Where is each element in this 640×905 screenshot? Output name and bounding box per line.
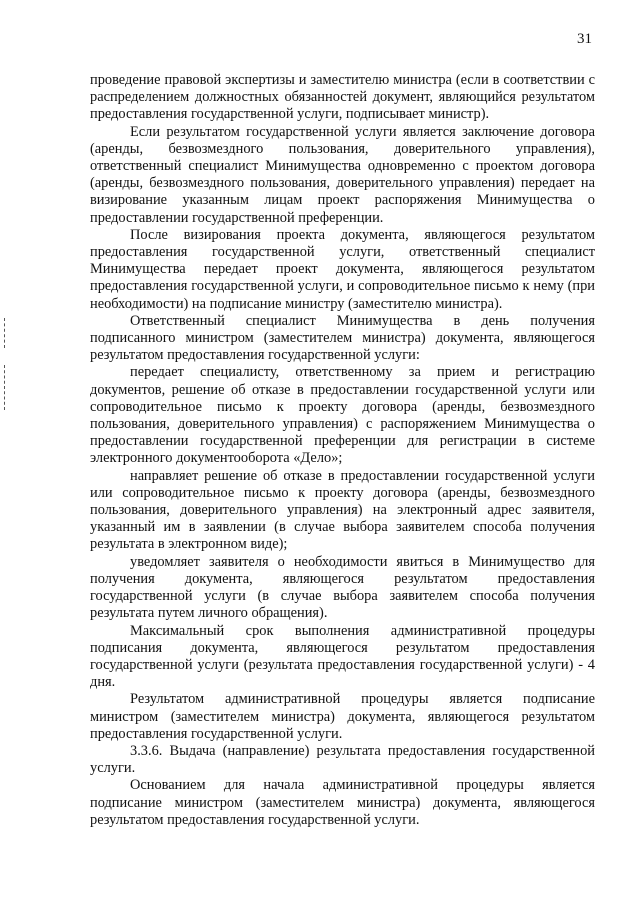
page-number: 31 <box>577 31 592 47</box>
paragraph: Если результатом государственной услуги является заключение договора (аренды, безвозмездного пользования, доверительного управления), ответственный специалист Минимущества одновременно с проектом договора (аренды, безвозмездного пользования, доверительного управления) передает на визирование указанным лицам проект распоряжения Минимущества о предоставлении государственной преференции. <box>90 123 595 226</box>
document-body <box>90 72 595 829</box>
paragraph: Результатом административной процедуры является подписание министром (заместителем министра) документа, являющегося результатом предоставления государственной услуги. <box>90 691 595 742</box>
paragraph: После визирования проекта документа, являющегося результатом предоставления государственной услуги, ответственный специалист Минимущества передает проект документа, являющегося результатом предоставления государственной услуги, и сопроводительное письмо к нему (при необходимости) на подписание министру (заместителю министра). <box>90 226 595 312</box>
section-heading: 3.3.6. Выдача (направление) результата предоставления государственной услуги. <box>90 742 595 777</box>
paragraph: Максимальный срок выполнения административной процедуры подписания документа, являющегося результатом предоставления государственной услуги (результата предоставления государственной услуги) - 4 дня. <box>90 622 595 691</box>
paragraph: уведомляет заявителя о необходимости явиться в Минимущество для получения документа, являющегося результатом предоставления государственной услуги (в случае выбора заявителем способа получения результата путем личного обращения). <box>90 553 595 622</box>
margin-marker <box>4 318 5 348</box>
paragraph: направляет решение об отказе в предоставлении государственной услуги или сопроводительное письмо к проекту договора (аренды, безвозмездного пользования, доверительного управления) на электронный адрес заявителя, указанный им в заявлении (в случае выбора заявителем способа получения результата в электронном виде); <box>90 467 595 553</box>
paragraph: Ответственный специалист Минимущества в день получения подписанного министром (заместителем министра) документа, являющегося результатом предоставления государственной услуги: <box>90 312 595 364</box>
paragraph: передает специалисту, ответственному за прием и регистрацию документов, решение об отказе в предоставлении государственной услуги или сопроводительное письмо к проекту договора (аренды, безвозмездного пользования, доверительного управления) с распоряжением Минимущества о предоставлении государственной преференции для регистрации в системе электронного документооборота «Дело»; <box>90 364 595 467</box>
margin-marker <box>4 365 5 410</box>
paragraph: проведение правовой экспертизы и заместителю министра (если в соответствии с распределением должностных обязанностей документ, являющийся результатом предоставления государственной услуги, подписывает министр). <box>90 72 595 123</box>
paragraph: Основанием для начала административной процедуры является подписание министром (заместителем министра) документа, являющегося результатом предоставления государственной услуги. <box>90 777 595 828</box>
